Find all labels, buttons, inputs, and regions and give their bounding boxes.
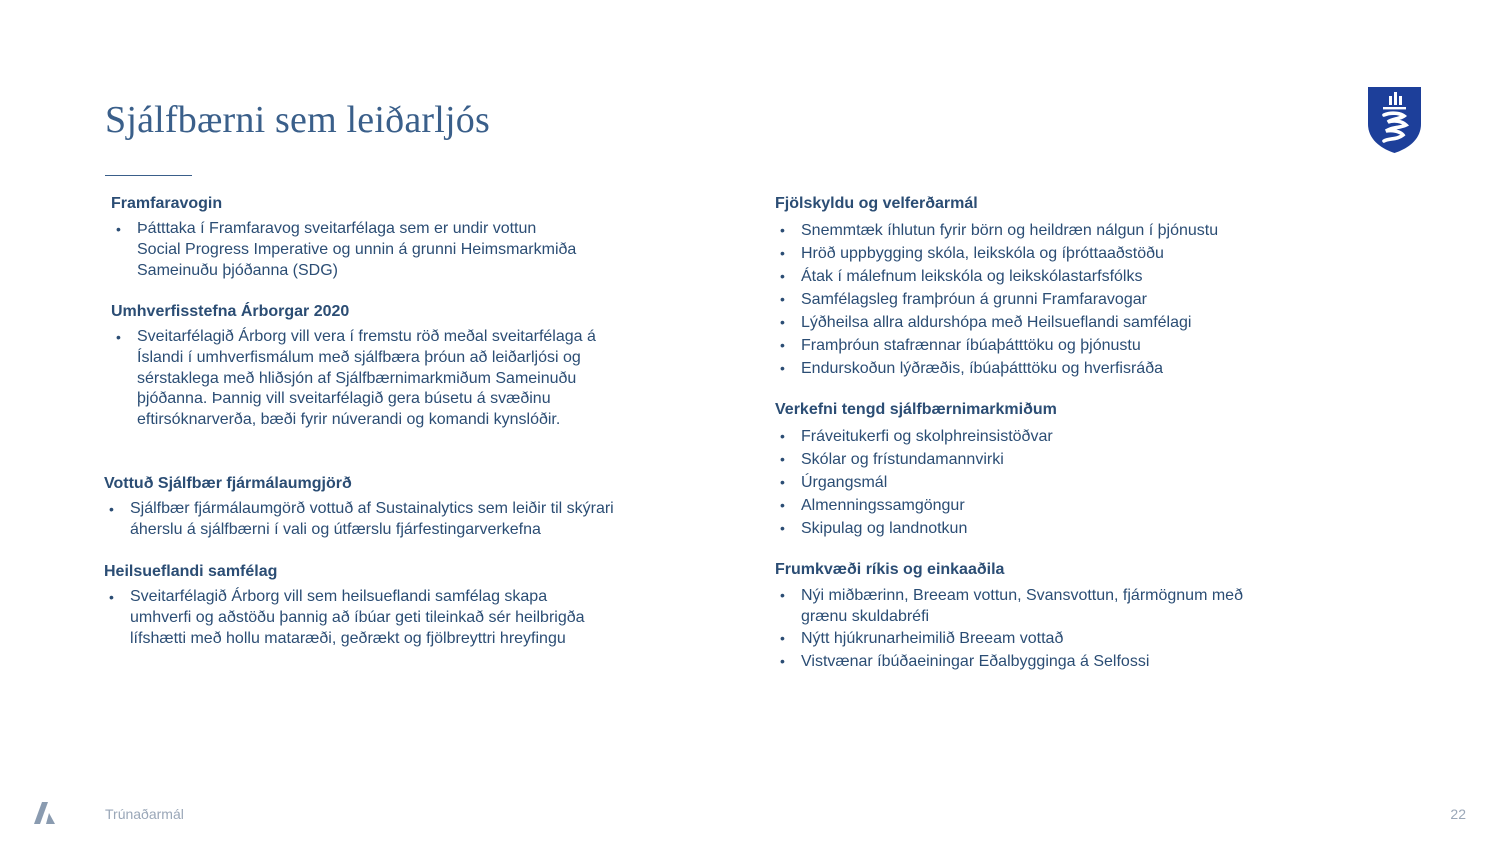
brand-mark-icon [34,802,56,824]
list-item: • Vistvænar íbúðaeiningar Eðalbygginga á Selfossi [775,650,1265,673]
arborg-crest-icon [1367,86,1422,154]
section-heading: Verkefni tengd sjálfbærnimarkmiðum [775,401,1057,418]
section-frumkvaedi-rikis [775,559,1265,673]
list-item: • Framþróun stafrænnar íbúaþátttöku og þjónustu [775,334,1275,357]
list-item: • Samfélagsleg framþróun á grunni Framfaravogar [775,288,1275,311]
list-item: • Skipulag og landnotkun [775,517,1275,540]
section-heading: Frumkvæði ríkis og einkaaðila [775,561,1005,578]
list-item: • Lýðheilsa allra aldurshópa með Heilsueflandi samfélagi [775,311,1275,334]
list-item: • Sveitarfélagið Árborg vill sem heilsueflandi samfélag skapa umhverfi og aðstöðu þannig að íbúar geti tileinkað sér heilbrigða lífshætti með hollu mataræði, geðrækt og fjölbreyttri hreyfingu [104,587,594,649]
list-item: • Úrgangsmál [775,471,1275,494]
list-item: • Átak í málefnum leikskóla og leikskólastarfsfólks [775,265,1275,288]
section-framfaravogin [111,193,581,281]
confidential-label: Trúnaðarmál [105,806,184,822]
section-heilsueflandi [104,561,594,649]
section-heading: Framfaravogin [111,195,223,212]
section-heading: Heilsueflandi samfélag [104,563,278,580]
list-item: • Almenningssamgöngur [775,494,1275,517]
list-item: • Snemmtæk íhlutun fyrir börn og heildræn nálgun í þjónustu [775,219,1275,242]
list-item: • Nýi miðbærinn, Breeam vottun, Svansvottun, fjármögnum með grænu skuldabréfi [775,585,1265,627]
section-heading: Vottuð Sjálfbær fjármálaumgjörð [104,475,352,492]
slide-title: Sjálfbærni sem leiðarljós [105,99,490,141]
section-vottud-fjarmalaumgjord [104,473,634,541]
section-heading: Umhverfisstefna Árborgar 2020 [111,303,350,320]
title-underline [105,175,192,176]
section-verkefni-sjalfbaernimarkmid [775,399,1275,540]
list-item: • Nýtt hjúkrunarheimilið Breeam vottað [775,627,1265,650]
page-number: 22 [1450,806,1466,822]
list-item: • Fráveitukerfi og skolphreinsistöðvar [775,425,1275,448]
section-heading: Fjölskyldu og velferðarmál [775,195,978,212]
list-item: • Sveitarfélagið Árborg vill vera í fremstu röð meðal sveitarfélaga á Íslandi í umhverfismálum með sjálfbæra þróun að leiðarljósi og sérstaklega með hliðsjón af Sjálfbærnimarkmiðum Sameinuðu þjóðanna. Þannig vill sveitarfélagið gera búsetu á svæðinu eftirsóknarverða, bæði fyrir núverandi og komandi kynslóðir. [111,327,606,431]
list-item: • Skólar og frístundamannvirki [775,448,1275,471]
list-item: • Sjálfbær fjármálaumgörð vottuð af Sustainalytics sem leiðir til skýrari áherslu á sjálfbærni í vali og útfærslu fjárfestingarverkefna [104,499,634,541]
section-fjolskyldu-velferdarmal [775,193,1275,380]
list-item: • Hröð uppbygging skóla, leikskóla og íþróttaaðstöðu [775,242,1275,265]
list-item: • Þátttaka í Framfaravog sveitarfélaga sem er undir vottun Social Progress Imperative og unnin á grunni Heimsmarkmiða Sameinuðu þjóðanna (SDG) [111,219,581,281]
list-item: • Endurskoðun lýðræðis, íbúaþátttöku og hverfisráða [775,357,1275,380]
section-umhverfisstefna [111,301,606,431]
